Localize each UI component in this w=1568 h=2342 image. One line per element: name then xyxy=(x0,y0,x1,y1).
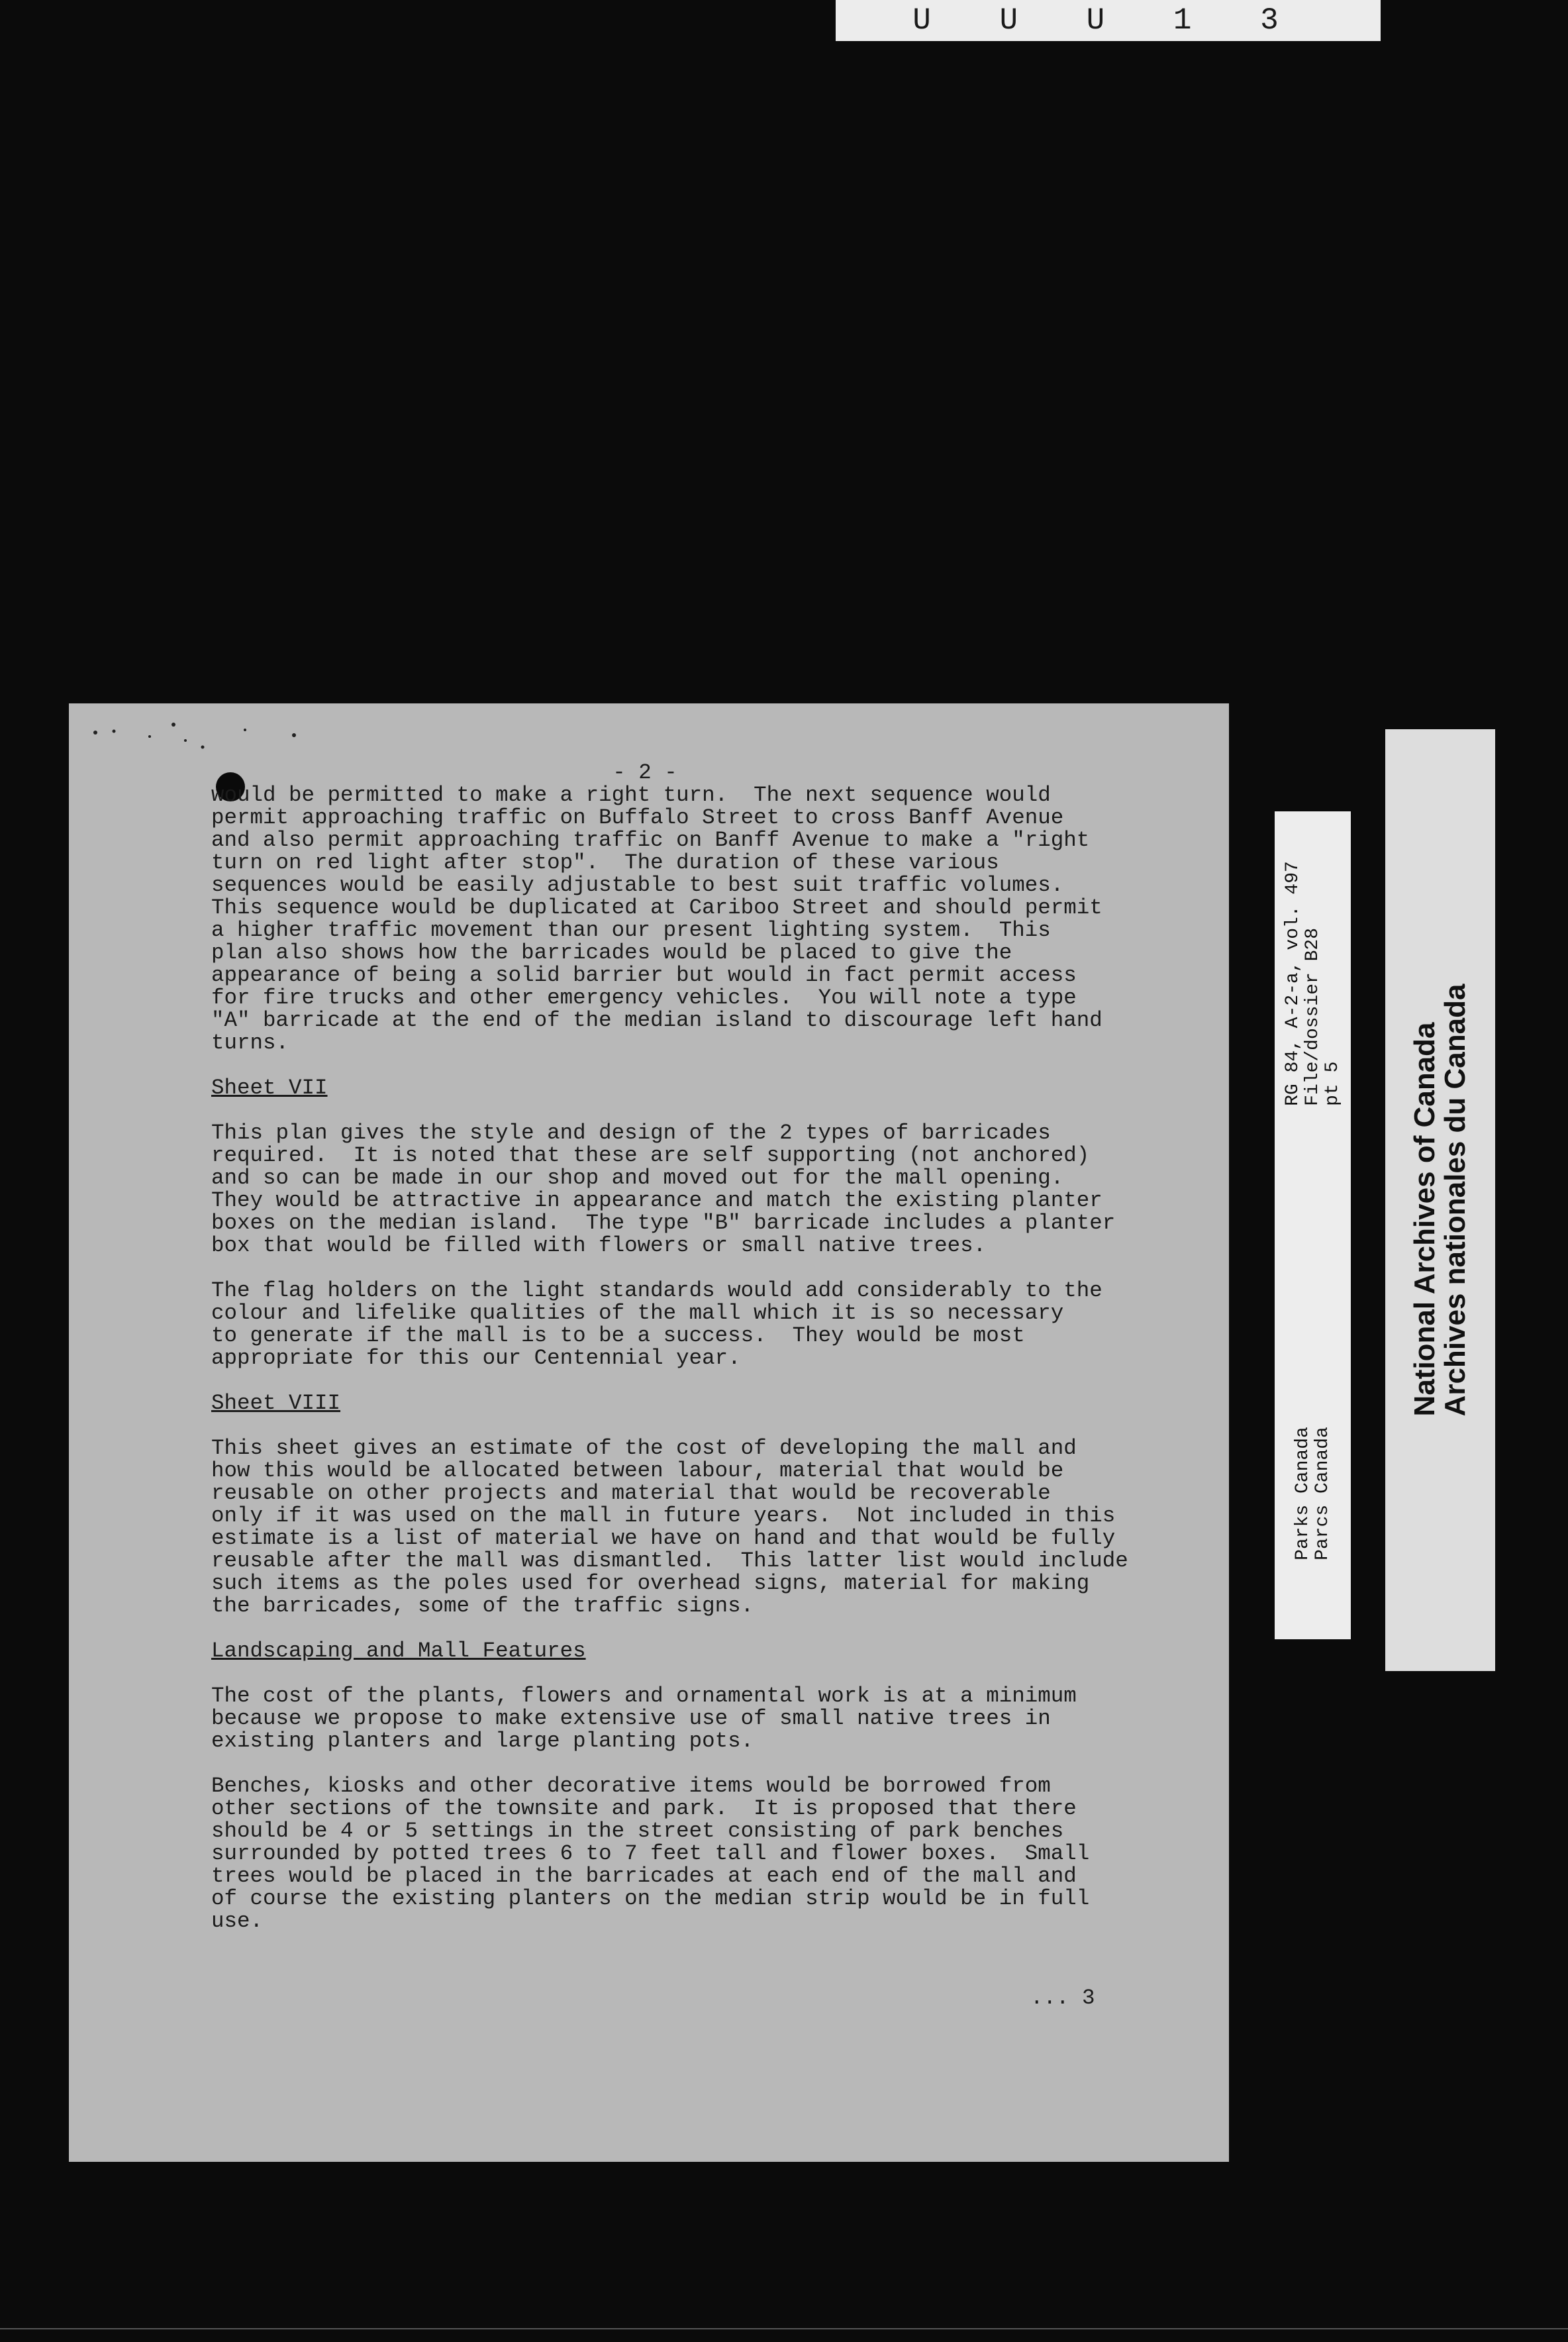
text-line: This plan gives the style and design of the 2 types of barricades xyxy=(211,1121,1051,1145)
archive-frame-strip xyxy=(836,0,1381,41)
agency-label xyxy=(1275,1407,1351,1580)
reference-line: pt 5 xyxy=(1322,1061,1343,1106)
section-heading: Sheet VII xyxy=(211,1076,328,1100)
text-line: and also permit approaching traffic on Banff Avenue to make a "right xyxy=(211,828,1090,852)
text-line: surrounded by potted trees 6 to 7 feet tall and flower boxes. Small xyxy=(211,1841,1090,1866)
paragraph-gap xyxy=(211,1257,1218,1280)
section-heading: Landscaping and Mall Features xyxy=(211,1639,586,1663)
text-line: This sequence would be duplicated at Cariboo Street and should permit xyxy=(211,895,1102,920)
paragraph-gap xyxy=(211,1099,1218,1122)
paragraph xyxy=(211,784,1218,1054)
paragraph-gap xyxy=(211,1617,1218,1640)
text-line: and so can be made in our shop and moved out for the mall opening. xyxy=(211,1166,1064,1190)
text-line: reusable after the mall was dismantled. This latter list would include xyxy=(211,1549,1128,1573)
page-body xyxy=(211,784,1218,1933)
text-line: turns. xyxy=(211,1031,289,1055)
page-number: - 2 - xyxy=(612,760,677,785)
dust-specks xyxy=(89,717,367,756)
archival-reference xyxy=(1275,811,1351,1156)
paragraph-gap xyxy=(211,1370,1218,1392)
text-line: box that would be filled with flowers or small native trees. xyxy=(211,1233,987,1258)
reference-label-strip xyxy=(1275,811,1351,1639)
frame-marks: U U U 1 3 xyxy=(912,3,1304,38)
section-heading: Sheet VIII xyxy=(211,1391,341,1415)
text-line: permit approaching traffic on Buffalo Street to cross Banff Avenue xyxy=(211,805,1064,830)
text-line: appropriate for this our Centennial year. xyxy=(211,1346,741,1370)
text-line: colour and lifelike qualities of the mall which it is so necessary xyxy=(211,1301,1064,1325)
film-edge-line xyxy=(0,2328,1568,2329)
text-line: such items as the poles used for overhead signs, material for making xyxy=(211,1571,1090,1596)
text-line: required. It is noted that these are self supporting (not anchored) xyxy=(211,1143,1090,1168)
paragraph xyxy=(211,1280,1218,1370)
text-line: This sheet gives an estimate of the cost of developing the mall and xyxy=(211,1436,1077,1460)
reference-line: File/dossier B28 xyxy=(1302,927,1323,1106)
paragraph-gap xyxy=(211,1753,1218,1775)
agency-line: Parks Canada xyxy=(1292,1427,1313,1560)
paragraph-gap xyxy=(211,1054,1218,1077)
text-line: should be 4 or 5 settings in the street consisting of park benches xyxy=(211,1819,1064,1843)
text-line: use. xyxy=(211,1909,264,1933)
paragraph xyxy=(211,1775,1218,1933)
text-line: other sections of the townsite and park. It is proposed that there xyxy=(211,1796,1077,1821)
archives-name-fr: Archives nationales du Canada xyxy=(1439,984,1471,1417)
text-line: for fire trucks and other emergency vehicles. You will note a type xyxy=(211,986,1077,1010)
text-line: only if it was used on the mall in future years. Not included in this xyxy=(211,1503,1116,1528)
text-line: boxes on the median island. The type "B" barricade includes a planter xyxy=(211,1211,1116,1235)
text-line: sequences would be easily adjustable to best suit traffic volumes. xyxy=(211,873,1064,897)
text-line: turn on red light after stop". The duration of these various xyxy=(211,850,999,875)
paragraph-gap xyxy=(211,1662,1218,1685)
text-line: "A" barricade at the end of the median island to discourage left hand xyxy=(211,1008,1102,1033)
text-line: The cost of the plants, flowers and ornamental work is at a minimum xyxy=(211,1684,1077,1708)
text-line: of course the existing planters on the median strip would be in full xyxy=(211,1886,1090,1911)
agency-line: Parcs Canada xyxy=(1312,1427,1333,1560)
text-line: Benches, kiosks and other decorative items would be borrowed from xyxy=(211,1774,1051,1798)
text-line: to generate if the mall is to be a success. They would be most xyxy=(211,1323,1025,1348)
paragraph xyxy=(211,1685,1218,1753)
archives-name-en: National Archives of Canada xyxy=(1408,1022,1441,1417)
text-line: The flag holders on the light standards would add considerably to the xyxy=(211,1278,1102,1303)
text-line: trees would be placed in the barricades at each end of the mall and xyxy=(211,1864,1077,1888)
continuation-marker: ... 3 xyxy=(1030,1986,1095,2010)
text-line: plan also shows how the barricades would be placed to give the xyxy=(211,941,1012,965)
archives-label-strip xyxy=(1385,729,1495,1671)
text-line: existing planters and large planting pots. xyxy=(211,1729,754,1753)
paragraph xyxy=(211,1437,1218,1617)
text-line: would be permitted to make a right turn. The next sequence would xyxy=(211,784,1051,807)
text-line: a higher traffic movement than our present lighting system. This xyxy=(211,918,1051,942)
paragraph-gap xyxy=(211,1415,1218,1437)
reference-line: RG 84, A-2-a, vol. 497 xyxy=(1282,861,1303,1106)
text-line: because we propose to make extensive use of small native trees in xyxy=(211,1706,1051,1731)
document-page xyxy=(69,703,1229,2162)
text-line: how this would be allocated between labour, material that would be xyxy=(211,1458,1064,1483)
text-line: They would be attractive in appearance and match the existing planter xyxy=(211,1188,1102,1213)
text-line: appearance of being a solid barrier but would in fact permit access xyxy=(211,963,1077,988)
paragraph xyxy=(211,1122,1218,1257)
text-line: reusable on other projects and material that would be recoverable xyxy=(211,1481,1051,1505)
text-line: the barricades, some of the traffic signs. xyxy=(211,1594,754,1618)
text-line: estimate is a list of material we have on hand and that would be fully xyxy=(211,1526,1116,1551)
